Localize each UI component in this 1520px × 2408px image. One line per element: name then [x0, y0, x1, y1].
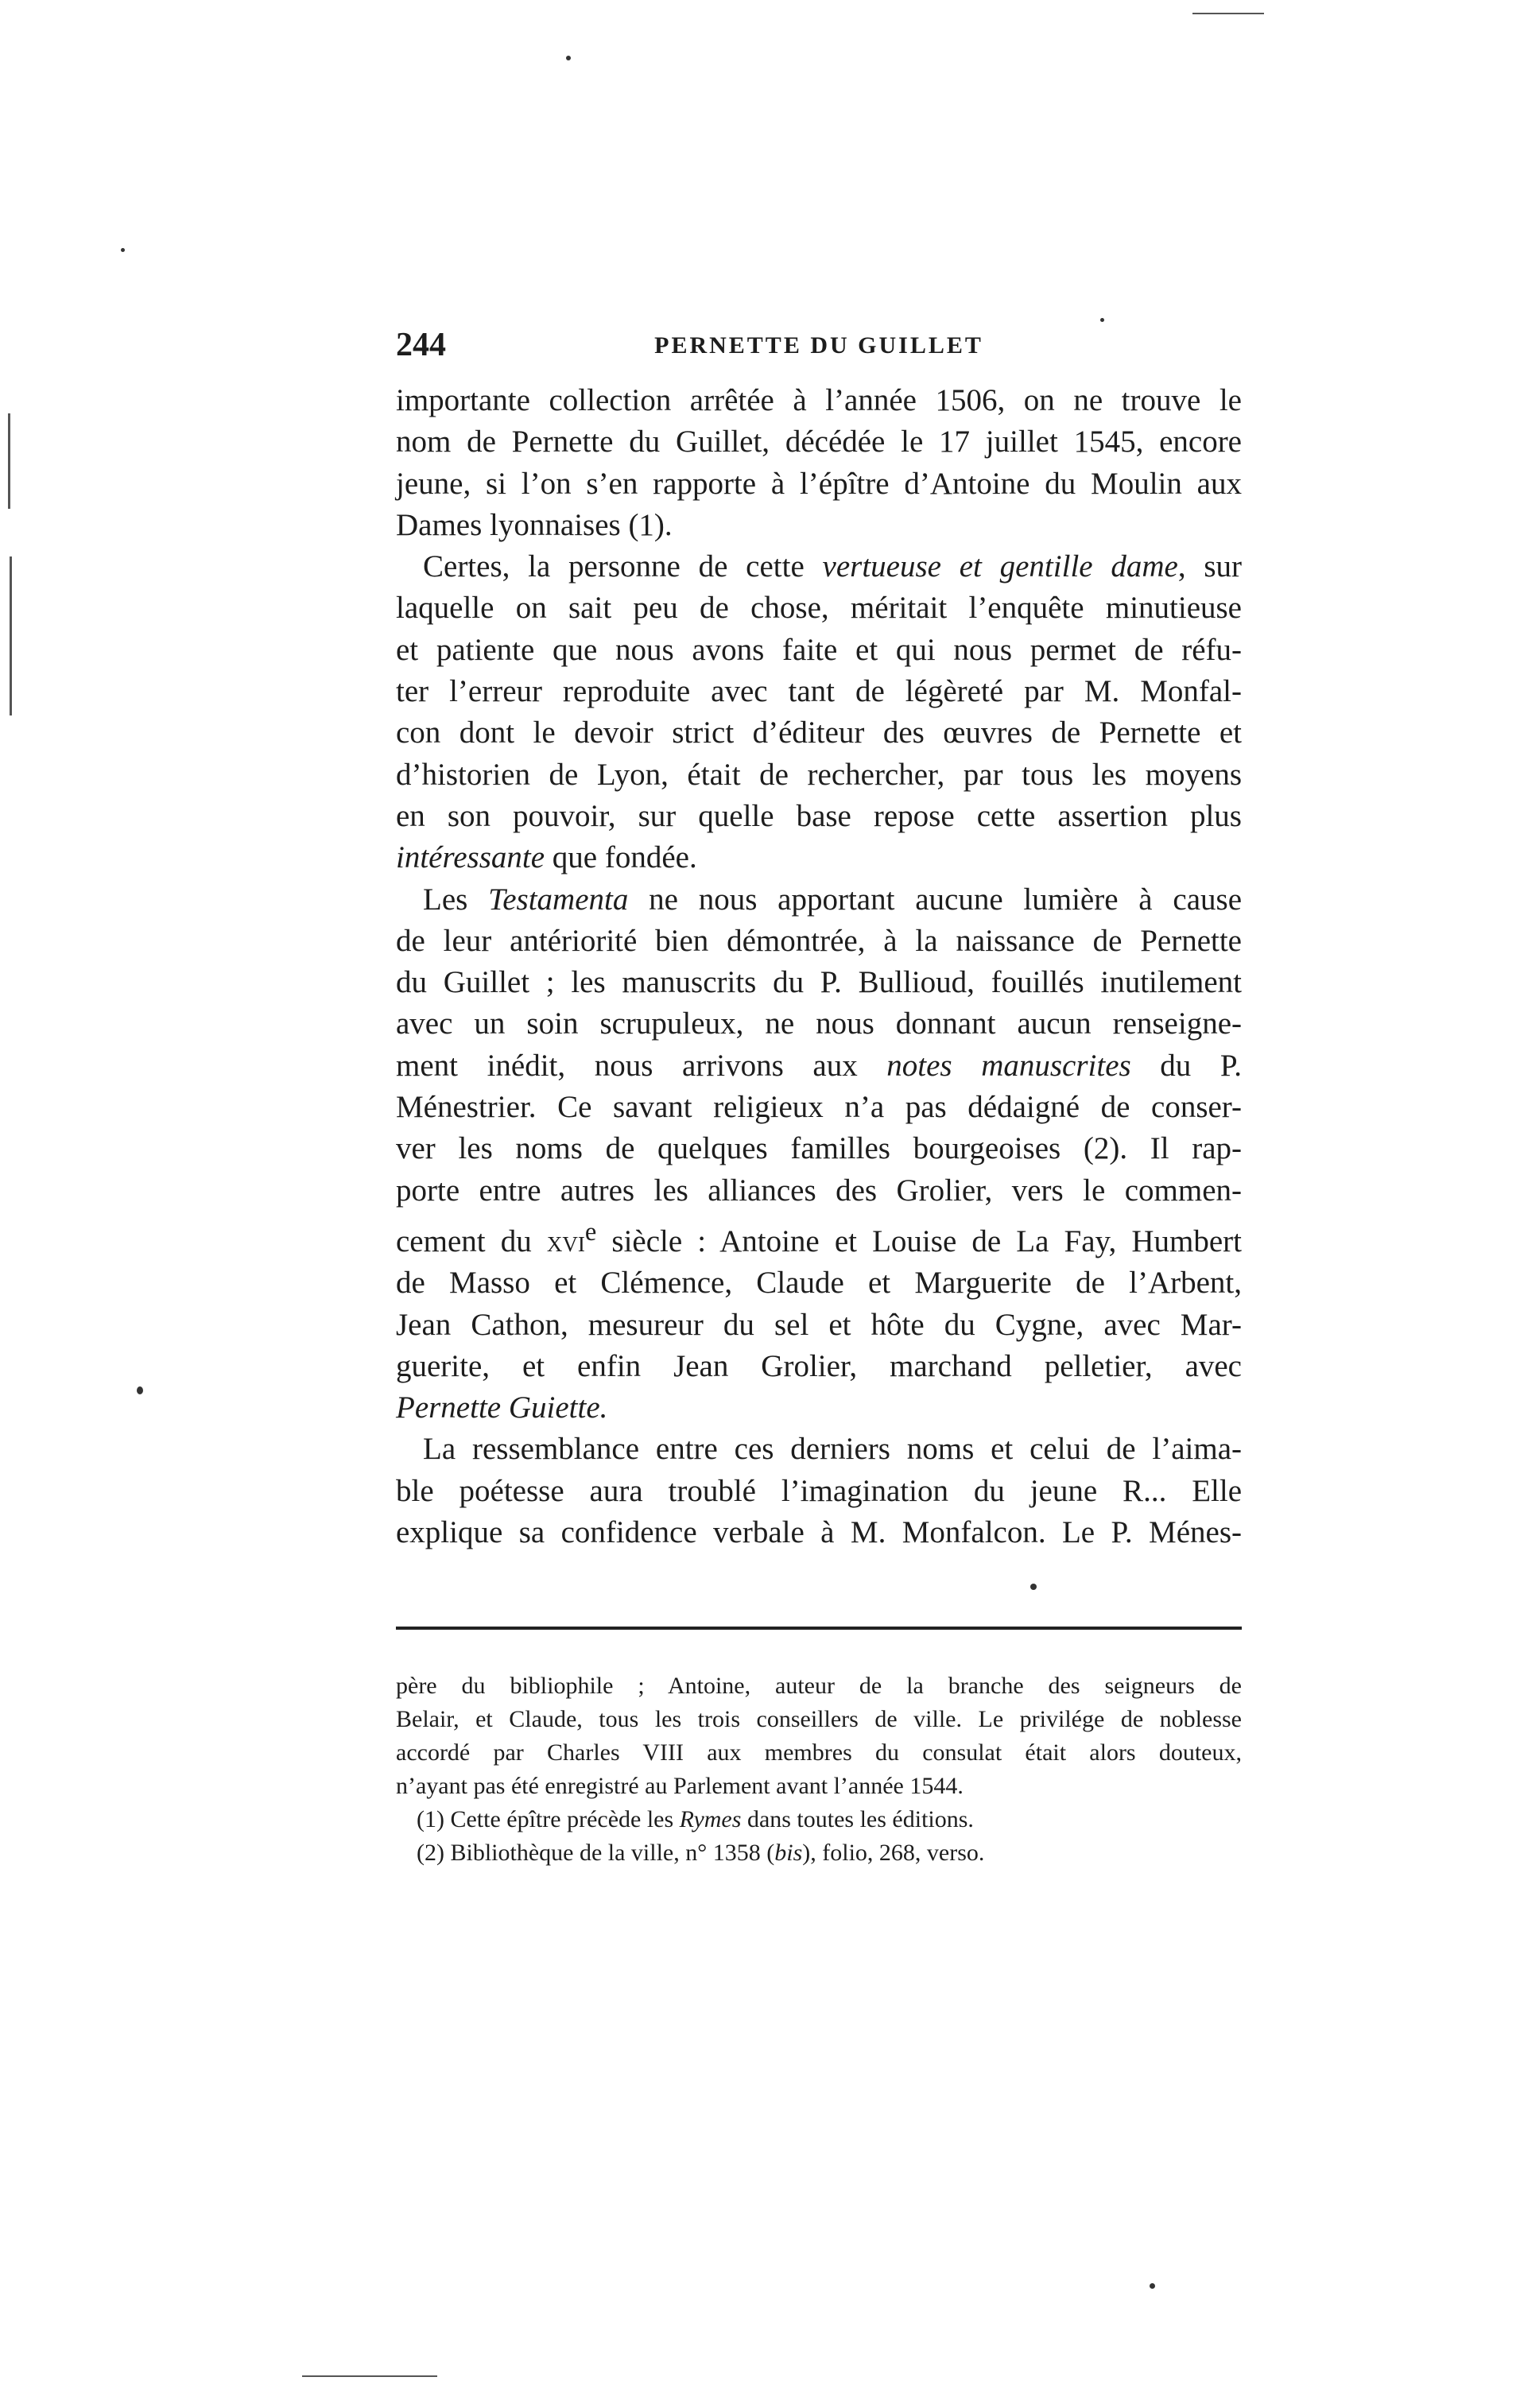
margin-mark [8, 413, 10, 509]
text-line: guerite, et enfin Jean Grolier, marchand pelletier, avec [396, 1348, 1242, 1383]
text-run: ment inédit, nous arrivons aux [396, 1048, 887, 1083]
italic-phrase: Testamenta [488, 882, 629, 917]
italic-phrase: notes manuscrites [886, 1048, 1131, 1083]
ink-speck [1150, 2283, 1155, 2289]
text-run: ), folio, 268, verso. [802, 1840, 985, 1866]
text-run: Certes, la personne de cette [423, 549, 823, 584]
body-text [396, 380, 1242, 1553]
text-line: importante collection arrêtée à l’année 1506, on ne trouve le [396, 383, 1242, 417]
text-line: explique sa confidence verbale à M. Monfalcon. Le P. Ménes- [396, 1515, 1242, 1550]
text-line: Ménestrier. Ce savant religieux n’a pas dédaigné de conser- [396, 1090, 1242, 1125]
text-run: , sur [1177, 549, 1243, 584]
page-number: 244 [396, 327, 446, 363]
text-run: ne nous apportant aucune lumière à cause [628, 882, 1242, 917]
italic-phrase: Rymes [679, 1806, 742, 1832]
ink-speck [1100, 318, 1104, 322]
footnote-line: Belair, et Claude, tous les trois conseillers de ville. Le privilége de noblesse [396, 1706, 1242, 1732]
text-line: La ressemblance entre ces derniers noms et celui de l’aima- [423, 1432, 1242, 1467]
margin-mark [10, 556, 12, 715]
text-run: siècle : Antoine et Louise de La Fay, Humbert [596, 1223, 1242, 1258]
text-run: Les [423, 882, 489, 917]
text-line: en son pouvoir, sur quelle base repose cette assertion plus [396, 798, 1242, 833]
paragraph [396, 1429, 1242, 1553]
text-line: nom de Pernette du Guillet, décédée le 17 juillet 1545, encore [396, 425, 1242, 459]
ink-speck [137, 1386, 143, 1394]
footnote-line: n’ayant pas été enregistré au Parlement avant l’année 1544. [396, 1773, 964, 1799]
italic-phrase: Pernette Guiette. [396, 1390, 608, 1425]
text-line: porte entre autres les alliances des Grolier, vers le commen- [396, 1173, 1242, 1208]
paragraph [396, 879, 1242, 1429]
text-line: con dont le devoir strict d’éditeur des œuvres de Pernette et [396, 715, 1242, 750]
footnotes [396, 1669, 1242, 1870]
footnote-2 [396, 1836, 1242, 1870]
text-line: Dames lyonnaises (1). [396, 507, 673, 542]
text-run: dans toutes les éditions. [741, 1806, 974, 1832]
ink-speck [1030, 1584, 1037, 1590]
text-line [396, 837, 1242, 878]
italic-phrase: vertueuse et gentille dame [822, 549, 1178, 584]
text-line: ter l’erreur reproduite avec tant de légèreté par M. Monfal- [396, 674, 1242, 709]
text-line: de leur antériorité bien démontrée, à la naissance de Pernette [396, 923, 1242, 958]
text-run: que fondée. [545, 840, 697, 875]
text-line: jeune, si l’on s’en rapporte à l’épître d’Antoine du Moulin aux [396, 466, 1242, 501]
paragraph [396, 546, 1242, 878]
footnote-line: père du bibliophile ; Antoine, auteur de la branche des seigneurs de [396, 1673, 1242, 1699]
running-title: PERNETTE DU GUILLET [654, 332, 983, 359]
text-line: Jean Cathon, mesureur du sel et hôte du Cygne, avec Mar- [396, 1307, 1242, 1342]
text-line [396, 1045, 1242, 1087]
text-run: cement du [396, 1223, 547, 1258]
italic-phrase: intéressante [396, 840, 545, 875]
text-line: et patiente que nous avons faite et qui nous permet de réfu- [396, 632, 1242, 667]
ink-speck [566, 56, 571, 60]
running-header [396, 326, 1242, 377]
text-line: d’historien de Lyon, était de rechercher, par tous les moyens [396, 757, 1242, 792]
text-line: avec un soin scrupuleux, ne nous donnant aucun renseigne- [396, 1006, 1242, 1041]
text-line [396, 546, 1242, 587]
ink-speck [121, 248, 125, 252]
footnote-line: accordé par Charles VIII aux membres du consulat était alors douteux, [396, 1739, 1242, 1766]
text-run: (1) Cette épître précède les [417, 1806, 680, 1832]
margin-mark [302, 2375, 437, 2377]
text-line: ble poétesse aura troublé l’imagination du jeune R... Elle [396, 1473, 1242, 1508]
footnote-rule [396, 1627, 1242, 1630]
footnote-continuation [396, 1669, 1242, 1803]
superscript: e [584, 1217, 597, 1247]
text-line: de Masso et Clémence, Claude et Marguerite de l’Arbent, [396, 1266, 1242, 1301]
century-numeral: xvi [546, 1223, 585, 1258]
text-line: ver les noms de quelques familles bourgeoises (2). Il rap- [396, 1131, 1242, 1166]
paragraph [396, 380, 1242, 546]
text-line: laquelle on sait peu de chose, méritait l’enquête minutieuse [396, 591, 1242, 626]
text-line [396, 1212, 1242, 1262]
text-run: du P. [1130, 1048, 1242, 1083]
margin-mark [1192, 13, 1264, 14]
text-line [396, 879, 1242, 921]
text-run: (2) Bibliothèque de la ville, n° 1358 ( [417, 1840, 775, 1866]
italic-phrase: bis [774, 1840, 803, 1866]
text-line: du Guillet ; les manuscrits du P. Bullioud, fouillés inutilement [396, 965, 1242, 1000]
footnote-1 [396, 1803, 1242, 1836]
text-line [396, 1387, 1242, 1429]
